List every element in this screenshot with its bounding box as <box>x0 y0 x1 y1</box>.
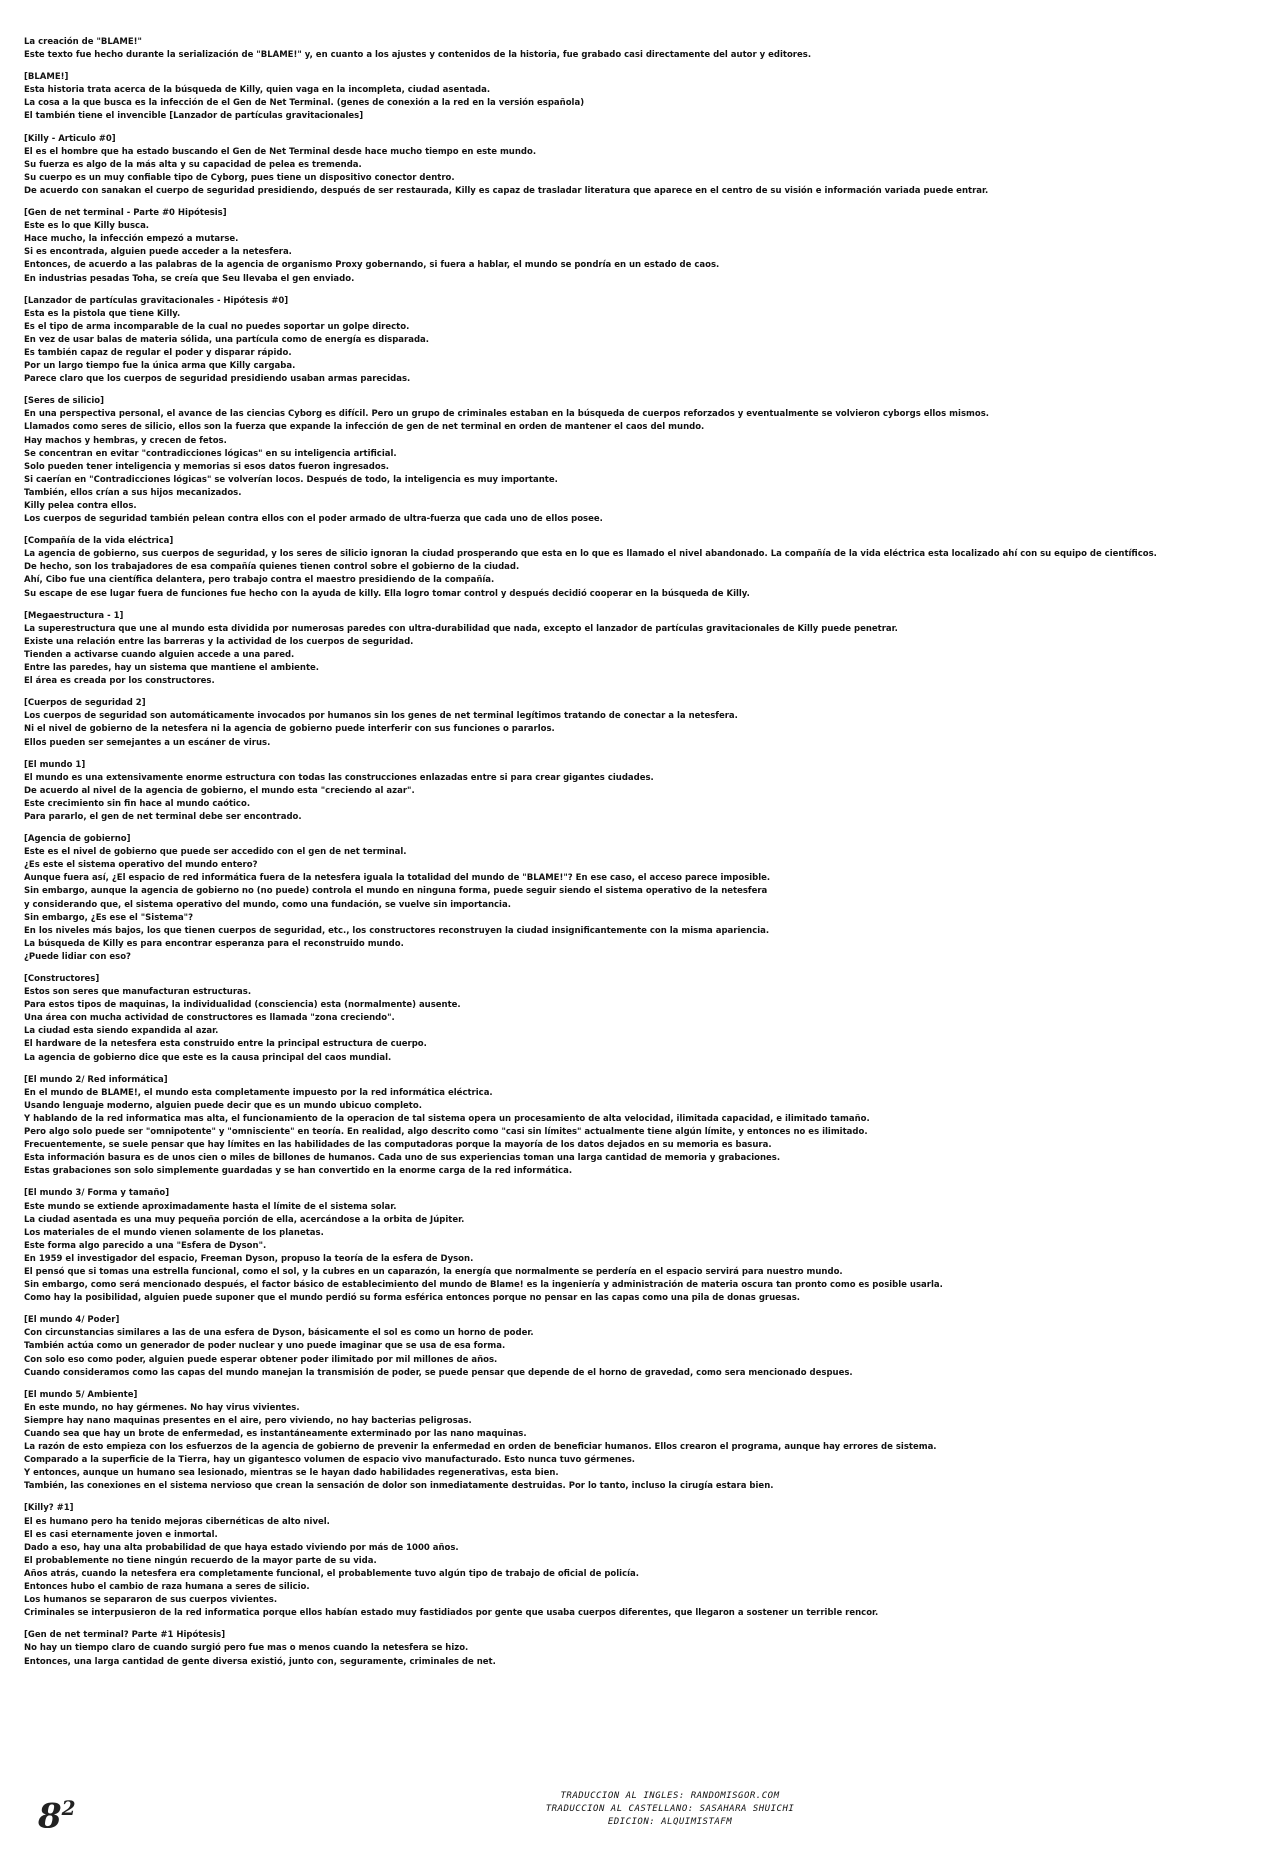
text-section <box>24 535 1256 600</box>
text-line: La superestructura que une al mundo esta dividida por numerosas paredes con ultra-durabilidad que nada, excepto el lanzador de partículas gravitacionales de Killy puede penetrar. <box>24 623 898 634</box>
text-line: ¿Es este el sistema operativo del mundo entero? <box>24 860 258 871</box>
text-line: Una área con mucha actividad de constructores es llamada "zona creciendo". <box>24 1013 395 1024</box>
text-section <box>24 395 1256 526</box>
text-line: Los cuerpos de seguridad son automáticamente invocados por humanos sin los genes de net terminal legítimos tratando de conectar a la netesfera. <box>24 711 738 722</box>
text-section <box>24 759 1256 824</box>
text-line: Con circunstancias similares a las de una esfera de Dyson, básicamente el sol es como un horno de poder. <box>24 1328 534 1339</box>
section-heading: [El mundo 3/ Forma y tamaño] <box>24 1188 170 1199</box>
section-heading: [Megaestructura - 1] <box>24 610 124 621</box>
text-line: La cosa a la que busca es la infección de el Gen de Net Terminal. (genes de conexión a la red en la versión española) <box>24 98 585 109</box>
text-line: Ni el nivel de gobierno de la netesfera ni la agencia de gobierno puede interferir con sus funciones o pararlos. <box>24 724 555 735</box>
text-line: En vez de usar balas de materia sólida, una partícula como de energía es disparada. <box>24 334 430 345</box>
text-line: El mundo es una extensivamente enorme estructura con todas las construcciones enlazadas entre si para crear gigantes ciudades. <box>24 772 654 783</box>
text-line: Su cuerpo es un muy confiable tipo de Cyborg, pues tiene un dispositivo conector dentro. <box>24 172 455 183</box>
page-number <box>38 1796 76 1836</box>
text-line: Los humanos se separaron de sus cuerpos vivientes. <box>24 1595 278 1606</box>
text-line: Killy pelea contra ellos. <box>24 501 137 511</box>
section-heading: [El mundo 1] <box>24 759 86 770</box>
credit-line-edition: EDICION: ALQUIMISTAFM <box>607 1817 733 1827</box>
text-line: Dado a eso, hay una alta probabilidad de que haya estado viviendo por más de 1000 años. <box>24 1542 459 1553</box>
text-line: Si caerían en "Contradicciones lógicas" se volverían locos. Después de todo, la inteligencia es muy importante. <box>24 474 558 485</box>
text-line: Ellos pueden ser semejantes a un escáner de virus. <box>24 737 271 748</box>
text-line: Cuando consideramos como las capas del mundo manejan la transmisión de poder, se puede pensar que depende de el horno de gravedad, como sera mencionado despues. <box>24 1367 853 1378</box>
section-heading: [Cuerpos de seguridad 2] <box>24 698 146 709</box>
text-line: Llamados como seres de silicio, ellos son la fuerza que expande la infección de gen de net terminal en orden de mantener el caos del mundo. <box>24 422 705 433</box>
text-line: Criminales se interpusieron de la red informatica porque ellos habían estado muy fastidiados por gente que usaba cuerpos diferentes, que llegaron a sostener un terrible rencor. <box>24 1608 879 1619</box>
text-line: Los materiales de el mundo vienen solamente de los planetas. <box>24 1227 324 1238</box>
text-line: En los niveles más bajos, los que tienen cuerpos de seguridad, etc., los constructores reconstruyen la ciudad insignificantemente con la misma apariencia. <box>24 925 770 936</box>
section-heading: [El mundo 2/ Red informática] <box>24 1074 168 1085</box>
text-section <box>24 833 1256 964</box>
text-line: Hace mucho, la infección empezó a mutarse. <box>24 234 239 245</box>
text-line: Estas grabaciones son solo simplemente guardadas y se han convertido en la enorme carga de la red informática. <box>24 1166 573 1177</box>
text-line: Para estos tipos de maquinas, la individualidad (consciencia) esta (normalmente) ausente. <box>24 1000 461 1011</box>
text-line: Como hay la posibilidad, alguien puede suponer que el mundo perdió su forma esférica entonces porque no pensar en las capas como una pila de donas gruesas. <box>24 1293 800 1304</box>
text-line: En una perspectiva personal, el avance de las ciencias Cyborg es difícil. Pero un grupo de criminales estaban en la búsqueda de cuerpos reforzados y eventualmente se volvieron cyborgs ellos mismos. <box>24 409 989 420</box>
text-section <box>24 295 1256 387</box>
text-line: De acuerdo al nivel de la agencia de gobierno, el mundo esta "creciendo al azar". <box>24 785 415 796</box>
text-line: Estos son seres que manufacturan estructuras. <box>24 987 252 998</box>
text-line: La búsqueda de Killy es para encontrar esperanza para el reconstruido mundo. <box>24 938 404 949</box>
credit-line-spanish: TRADUCCION AL CASTELLANO: SASAHARA SHUICHI <box>545 1804 795 1814</box>
text-line: Entonces hubo el cambio de raza humana a seres de silicio. <box>24 1582 310 1593</box>
text-line: La ciudad asentada es una muy pequeña porción de ella, acercándose a la orbita de Júpiter. <box>24 1214 465 1225</box>
text-section <box>24 1314 1256 1379</box>
text-section <box>24 1074 1256 1179</box>
text-line: y considerando que, el sistema operativo del mundo, como una fundación, se vuelve sin importancia. <box>24 899 511 910</box>
text-line: El área es creada por los constructores. <box>24 676 215 687</box>
text-line: La agencia de gobierno dice que este es la causa principal del caos mundial. <box>24 1052 392 1063</box>
text-line: Siempre hay nano maquinas presentes en el aire, pero viviendo, no hay bacterias peligrosas. <box>24 1415 472 1426</box>
text-line: Este es el nivel de gobierno que puede ser accedido con el gen de net terminal. <box>24 847 407 858</box>
text-line: El también tiene el invencible [Lanzador de partículas gravitacionales] <box>24 111 364 122</box>
text-line: Tienden a activarse cuando alguien accede a una pared. <box>24 649 295 660</box>
translation-credits <box>540 1790 800 1829</box>
text-line: Se concentran en evitar "contradicciones lógicas" en su inteligencia artificial. <box>24 448 397 459</box>
text-line: Por un largo tiempo fue la única arma que Killy cargaba. <box>24 361 296 372</box>
text-line: Este crecimiento sin fin hace al mundo caótico. <box>24 798 251 809</box>
text-line: Ahí, Cibo fue una científica delantera, pero trabajo contra el maestro presidiendo de la compañía. <box>24 575 495 586</box>
text-line: Su escape de ese lugar fuera de funciones fue hecho con la ayuda de killy. Ella logro tomar control y después decidió cooperar en la búsqueda de Killy. <box>24 588 750 599</box>
text-line: Su fuerza es algo de la más alta y su capacidad de pelea es tremenda. <box>24 159 362 170</box>
text-line: También, ellos crían a sus hijos mecanizados. <box>24 487 242 498</box>
text-section <box>24 133 1256 198</box>
section-heading: [El mundo 4/ Poder] <box>24 1315 120 1326</box>
text-line: Cuando sea que hay un brote de enfermedad, es instantáneamente exterminado por las nano maquinas. <box>24 1429 527 1439</box>
section-heading: [Compañía de la vida eléctrica] <box>24 536 174 547</box>
page-number-base: 8 <box>38 1796 62 1837</box>
credit-line-english: TRADUCCION AL INGLES: RANDOMISGOR.COM <box>560 1791 780 1801</box>
text-line: Si es encontrada, alguien puede acceder a la netesfera. <box>24 247 292 258</box>
text-line: Este mundo se extiende aproximadamente hasta el límite de el sistema solar. <box>24 1201 397 1212</box>
section-heading: [Lanzador de partículas gravitacionales - Hipótesis #0] <box>24 295 289 306</box>
text-line: También actúa como un generador de poder nuclear y uno puede imaginar que se usa de esa forma. <box>24 1341 506 1352</box>
text-line: Solo pueden tener inteligencia y memorias si esos datos fueron ingresados. <box>24 461 390 472</box>
text-section <box>24 973 1256 1065</box>
text-line: La ciudad esta siendo expandida al azar. <box>24 1026 219 1037</box>
section-heading: [Gen de net terminal? Parte #1 Hipótesis] <box>24 1630 226 1641</box>
section-heading: [Gen de net terminal - Parte #0 Hipótesis] <box>24 208 227 219</box>
text-line: Entre las paredes, hay un sistema que mantiene el ambiente. <box>24 663 320 674</box>
section-heading: La creación de "BLAME!" <box>24 37 142 47</box>
text-line: En industrias pesadas Toha, se creía que Seu llevaba el gen enviado. <box>24 273 355 284</box>
text-line: Los cuerpos de seguridad también pelean contra ellos con el poder armado de ultra-fuerza que cada uno de ellos posee. <box>24 514 603 525</box>
text-line: Años atrás, cuando la netesfera era completamente funcional, el probablemente tuvo algún tipo de trabajo de oficial de policía. <box>24 1568 640 1579</box>
text-line: Y entonces, aunque un humano sea lesionado, mientras se le hayan dado habilidades regenerativas, esta bien. <box>24 1468 559 1479</box>
text-line: Sin embargo, como será mencionado después, el factor básico de establecimiento del mundo de Blame! es la ingeniería y administración de materia oscura tan pronto como es posible usarla. <box>24 1280 943 1291</box>
text-section <box>24 1502 1256 1620</box>
text-line: Sin embargo, aunque la agencia de gobierno no (no puede) controla el mundo en ninguna forma, puede seguir siendo el sistema operativo de la netesfera <box>24 886 768 897</box>
section-heading: [BLAME!] <box>24 72 69 83</box>
section-heading: [Killy - Articulo #0] <box>24 133 116 144</box>
text-line: Parece claro que los cuerpos de seguridad presidiendo usaban armas parecidas. <box>24 374 411 385</box>
text-line: Sin embargo, ¿Es ese el "Sistema"? <box>24 912 194 923</box>
text-line: Este texto fue hecho durante la serialización de "BLAME!" y, en cuanto a los ajustes y contenidos de la historia, fue grabado casi directamente del autor y editores. <box>24 50 812 61</box>
section-heading: [Agencia de gobierno] <box>24 834 131 845</box>
text-line: Es también capaz de regular el poder y disparar rápido. <box>24 347 292 358</box>
section-heading: [Constructores] <box>24 974 100 984</box>
text-line: Este forma algo parecido a una "Esfera de Dyson". <box>24 1240 267 1251</box>
text-line: Con solo eso como poder, alguien puede esperar obtener poder ilimitado por mil millones de años. <box>24 1354 498 1365</box>
text-line: El pensó que si tomas una estrella funcional, como el sol, y la cubres en un caparazón, la energía que normalmente se perdería en el espacio servirá para nuestro mundo. <box>24 1266 843 1277</box>
text-line: El es casi eternamente joven e inmortal. <box>24 1529 218 1540</box>
section-heading: [Seres de silicio] <box>24 396 105 407</box>
text-line: La razón de esto empieza con los esfuerzos de la agencia de gobierno de prevenir la enfermedad en orden de beneficiar humanos. Ellos crearon el programa, aunque hay errores de sistema. <box>24 1442 937 1453</box>
text-line: Esta historia trata acerca de la búsqueda de Killy, quien vaga en la incompleta, ciudad asentada. <box>24 85 491 96</box>
text-line: El hardware de la netesfera esta construido entre la principal estructura de cuerpo. <box>24 1039 427 1050</box>
text-line: Pero algo solo puede ser "omnipotente" y "omnisciente" en teoría. En realidad, algo descrito como "casi sin límites" actualmente tiene algún límite, y entonces no es ilimitado. <box>24 1127 868 1138</box>
text-line: Es el tipo de arma incomparable de la cual no puedes soportar un golpe directo. <box>24 321 410 332</box>
text-section <box>24 1389 1256 1494</box>
text-section <box>24 71 1256 123</box>
text-line: El es humano pero ha tenido mejoras cibernéticas de alto nivel. <box>24 1516 330 1527</box>
text-line: Existe una relación entre las barreras y la actividad de los cuerpos de seguridad. <box>24 636 414 647</box>
text-line: Hay machos y hembras, y crecen de fetos. <box>24 435 227 446</box>
text-line: Frecuentemente, se suele pensar que hay límites en las habilidades de las computadoras porque la mayoría de los datos dejados en su memoria es basura. <box>24 1140 772 1151</box>
text-line: Este es lo que Killy busca. <box>24 221 150 232</box>
text-line: Comparado a la superficie de la Tierra, hay un gigantesco volumen de espacio vivo manufacturado. Esto nunca tuvo gérmenes. <box>24 1455 636 1466</box>
text-line: En 1959 el investigador del espacio, Freeman Dyson, propuso la teoría de la esfera de Dyson. <box>24 1253 474 1264</box>
text-line: Entonces, de acuerdo a las palabras de la agencia de organismo Proxy gobernando, si fuera a hablar, el mundo se pondría en un estado de caos. <box>24 260 720 271</box>
text-line: Aunque fuera así, ¿El espacio de red informática fuera de la netesfera iguala la totalidad del mundo de "BLAME!"? En ese caso, el acceso parece imposible. <box>24 873 771 884</box>
text-line: También, las conexiones en el sistema nervioso que crean la sensación de dolor son inmediatamente destruidas. Por lo tanto, incluso la cirugía estara bien. <box>24 1481 774 1492</box>
section-heading: [El mundo 5/ Ambiente] <box>24 1389 138 1400</box>
text-line: De acuerdo con sanakan el cuerpo de seguridad presidiendo, después de ser restaurada, Killy es capaz de trasladar literatura que aparece en el centro de su visión e información variada puede entrar. <box>24 185 989 196</box>
page-number-sup: 2 <box>61 1796 76 1820</box>
text-line: En el mundo de BLAME!, el mundo esta completamente impuesto por la red informática eléctrica. <box>24 1087 493 1098</box>
text-line: El probablemente no tiene ningún recuerdo de la mayor parte de su vida. <box>24 1555 377 1566</box>
text-line: Entonces, una larga cantidad de gente diversa existió, junto con, seguramente, criminales de net. <box>24 1656 496 1667</box>
text-section <box>24 1629 1256 1668</box>
text-line: Usando lenguaje moderno, alguien puede decir que es un mundo ubicuo completo. <box>24 1100 422 1111</box>
text-section <box>24 610 1256 689</box>
text-line: ¿Puede lidiar con eso? <box>24 951 131 962</box>
text-line: La agencia de gobierno, sus cuerpos de seguridad, y los seres de silicio ignoran la ciudad prosperando que esta en lo que es llamado el nivel abandonado. La compañía de la vida eléctrica esta localizado ahí con su equipo de científicos. <box>24 549 1157 560</box>
text-line: El es el hombre que ha estado buscando el Gen de Net Terminal desde hace mucho tiempo en este mundo. <box>24 146 537 157</box>
text-line: Esta es la pistola que tiene Killy. <box>24 308 181 319</box>
text-line: No hay un tiempo claro de cuando surgió pero fue mas o menos cuando la netesfera se hizo. <box>24 1643 469 1654</box>
text-section <box>24 1187 1256 1305</box>
text-section <box>24 36 1256 62</box>
text-line: En este mundo, no hay gérmenes. No hay virus vivientes. <box>24 1402 300 1413</box>
section-heading: [Killy? #1] <box>24 1503 74 1514</box>
text-line: Y hablando de la red informatica mas alta, el funcionamiento de la operacion de tal sistema opera un procesamiento de alta velocidad, ilimitada capacidad, e ilimitado tamaño. <box>24 1113 870 1124</box>
text-line: Para pararlo, el gen de net terminal debe ser encontrado. <box>24 811 302 822</box>
text-section <box>24 207 1256 286</box>
text-line: De hecho, son los trabajadores de esa compañía quienes tienen control sobre el gobierno de la ciudad. <box>24 562 520 573</box>
text-line: Esta información basura es de unos cien o miles de billones de humanos. Cada uno de sus experiencias toman una larga cantidad de memoria y grabaciones. <box>24 1153 781 1164</box>
text-section <box>24 697 1256 749</box>
document-body <box>24 36 1256 1678</box>
